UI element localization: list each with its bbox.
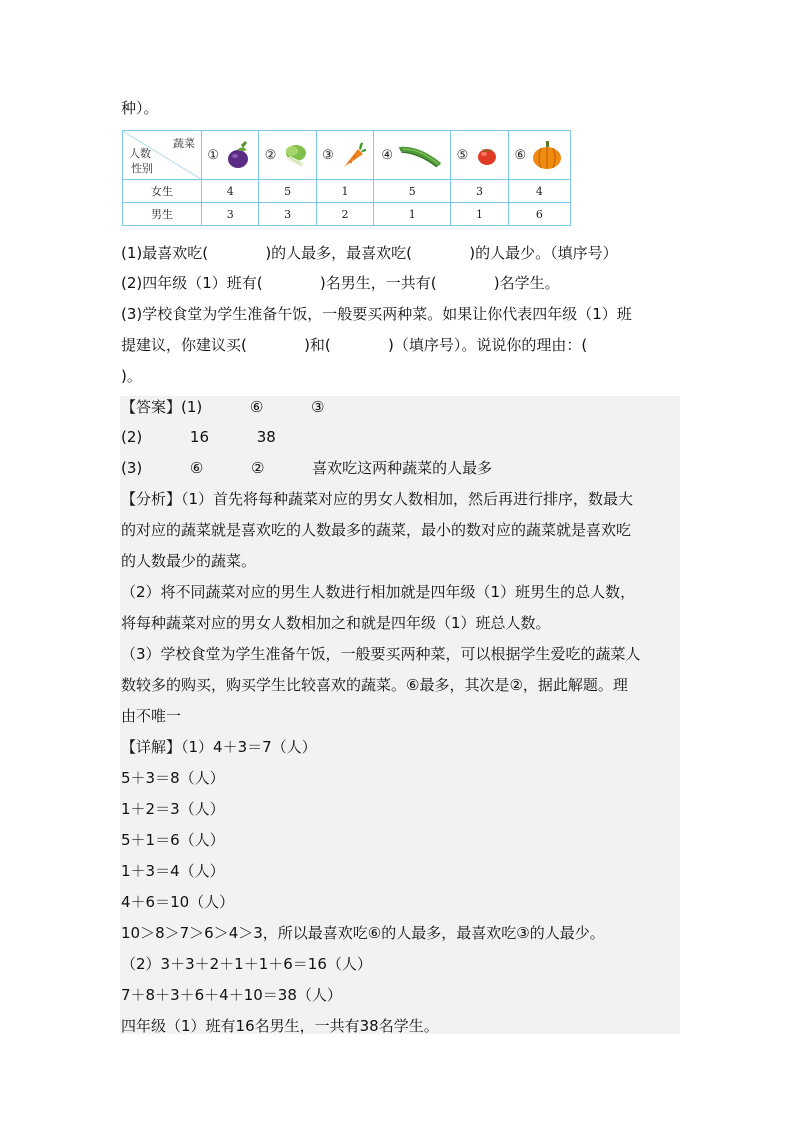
answer-line-1: 【答案】(1) ⑥ ③: [121, 398, 325, 416]
veg-header-1: ①: [202, 131, 259, 180]
cell-girls-4: 5: [374, 180, 451, 203]
row-label-girls: 女生: [123, 180, 202, 203]
eggplant-icon: [223, 139, 253, 171]
vegetable-table: [122, 130, 571, 226]
table-row-girls: [123, 180, 571, 203]
detail-line-4: 5＋1＝6（人）: [121, 831, 225, 849]
cell-boys-5: 1: [451, 203, 508, 226]
cell-boys-1: 3: [202, 203, 259, 226]
row-label-boys: 男生: [123, 203, 202, 226]
cell-girls-1: 4: [202, 180, 259, 203]
detail-line-5: 1＋3＝4（人）: [121, 862, 225, 880]
veg-header-2: ②: [259, 131, 316, 180]
top-line: 种）。: [121, 99, 159, 117]
analysis-line-1: 【分析】（1）首先将每种蔬菜对应的男女人数相加，然后再进行排序，数最大: [121, 490, 634, 508]
green-bean-icon: [397, 139, 443, 171]
answer-line-2: (2) 16 38: [121, 428, 276, 446]
corner-label-vegetable: 蔬菜: [173, 137, 195, 150]
detail-line-3: 1＋2＝3（人）: [121, 800, 225, 818]
question-3-line-1: (3)学校食堂为学生准备午饭，一般要买两种菜。如果让你代表四年级（1）班: [121, 305, 632, 323]
detail-line-1: 【详解】（1）4＋3＝7（人）: [121, 738, 317, 756]
analysis-line-8: 由不唯一: [121, 707, 182, 725]
corner-label-count: 人数: [129, 147, 151, 160]
veg-header-5: ⑤: [451, 131, 508, 180]
cell-boys-2: 3: [259, 203, 316, 226]
analysis-line-7: 数较多的购买，购买学生比较喜欢的蔬菜。⑥最多，其次是②，据此解题。理: [121, 676, 628, 694]
detail-line-7: 10＞8＞7＞6＞4＞3，所以最喜欢吃⑥的人最多，最喜欢吃③的人最少。: [121, 924, 605, 942]
detail-line-10: 四年级（1）班有16名男生，一共有38名学生。: [121, 1017, 439, 1035]
question-3-line-3: )。: [121, 367, 142, 385]
cell-girls-3: 1: [316, 180, 373, 203]
corner-label-gender: 性别: [131, 162, 153, 175]
answer-line-3: (3) ⑥ ② 喜欢吃这两种蔬菜的人最多: [121, 459, 493, 477]
pumpkin-icon: [530, 138, 564, 172]
veg-header-6: ⑥: [508, 131, 570, 180]
question-2: (2)四年级（1）班有( )名男生，一共有( )名学生。: [121, 274, 560, 292]
detail-line-8: （2）3＋3＋2＋1＋1＋6＝16（人）: [121, 955, 372, 973]
question-1: (1)最喜欢吃( )的人最多，最喜欢吃( )的人最少。（填序号）: [121, 244, 618, 262]
tomato-icon: [472, 139, 502, 171]
question-3-line-2: 提建议，你建议买( )和( )（填序号）。说说你的理由：(: [121, 336, 588, 354]
cell-girls-6: 4: [508, 180, 570, 203]
cell-girls-2: 5: [259, 180, 316, 203]
veg-header-4: ④: [374, 131, 451, 180]
analysis-line-3: 的人数最少的蔬菜。: [121, 552, 257, 570]
cell-boys-3: 2: [316, 203, 373, 226]
analysis-line-6: （3）学校食堂为学生准备午饭，一般要买两种菜，可以根据学生爱吃的蔬菜人: [121, 645, 641, 663]
cell-boys-6: 6: [508, 203, 570, 226]
cabbage-icon: [280, 139, 310, 171]
detail-line-6: 4＋6＝10（人）: [121, 893, 235, 911]
carrot-icon: [338, 139, 368, 171]
detail-line-9: 7＋8＋3＋6＋4＋10＝38（人）: [121, 986, 342, 1004]
analysis-line-2: 的对应的蔬菜就是喜欢吃的人数最多的蔬菜，最小的数对应的蔬菜就是喜欢吃: [121, 521, 632, 539]
table-corner-header: [123, 131, 202, 180]
analysis-line-4: （2）将不同蔬菜对应的男生人数进行相加就是四年级（1）班男生的总人数，: [121, 583, 636, 601]
detail-line-2: 5＋3＝8（人）: [121, 769, 225, 787]
analysis-line-5: 将每种蔬菜对应的男女人数相加之和就是四年级（1）班总人数。: [121, 614, 551, 632]
cell-girls-5: 3: [451, 180, 508, 203]
table-row-boys: [123, 203, 571, 226]
veg-header-3: ③: [316, 131, 373, 180]
cell-boys-4: 1: [374, 203, 451, 226]
